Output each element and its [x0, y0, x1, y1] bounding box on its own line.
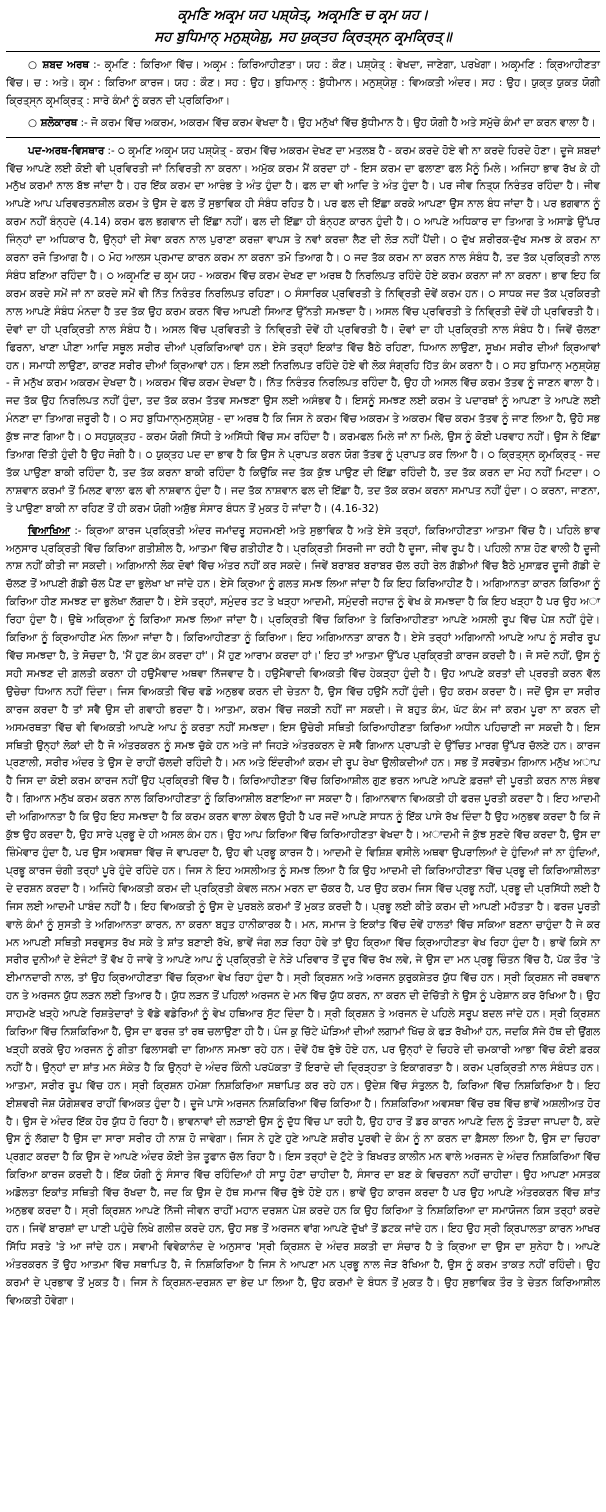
shabad-arth-text: :- ਕਰ੍ਮਣਿ : ਕਿਰਿਆ ਵਿੱਚ। ਅਕਰ੍ਮ : ਕਿਰਿਆਹੀਣਤਾ। ਯਹ : ਕੌਣ। ਪਸ਼੍ਯੇਤ੍ : ਵੇਖਦਾ, ਜਾਣੇਗਾ, ਪਰਖੇਗਾ। ਅਕਰ੍ਮਣਿ : ਕ੍ਰਿਆਹੀਣਤਾ ਵਿੱਚ। ਚ : ਅਤੇ। ਕਰ੍ਮ : ਕਿਰਿਆ ਕਾਰਜ। ਯਹ : ਕੌਣ। ਸਹ : ਉਹ। ਬੁਧਿਮਾਨ੍ : ਬੁੱਧੀਮਾਨ। ਮਨੁਸ਼੍ਯੇਸ਼ੁ : ਵਿਅਕਤੀ ਅੰਦਰ। ਸਹ : ਉਹ। ਯੁਕ੍ਤ ਯੁਕਤ ਯੋਗੀ ਕ੍ਰਿਤ੍ਸ੍ਨ ਕਰ੍ਮਕ੍ਰਿਤ੍ : ਸਾਰੇ ਕੰਮਾਂ ਨੂੰ ਕਰਨ ਦੀ ਪ੍ਰਕਿਰਿਆ।	[6, 59, 600, 107]
shabad-arth-paragraph: ○ ਸ਼ਬਦ ਅਰਥ :- ਕਰ੍ਮਣਿ : ਕਿਰਿਆ ਵਿੱਚ। ਅਕਰ੍ਮ : ਕਿਰਿਆਹੀਣਤਾ। ਯਹ : ਕੌਣ। ਪਸ਼੍ਯੇਤ੍ : ਵੇਖਦਾ, ਜਾਣੇਗਾ, ਪਰਖੇਗਾ। ਅਕਰ੍ਮਣਿ : ਕ੍ਰਿਆਹੀਣਤਾ ਵਿੱਚ। ਚ : ਅਤੇ। ਕਰ੍ਮ : ਕਿਰਿਆ ਕਾਰਜ। ਯਹ : ਕੌਣ। ਸਹ : ਉਹ। ਬੁਧਿਮਾਨ੍ : ਬੁੱਧੀਮਾਨ। ਮਨੁਸ਼੍ਯੇਸ਼ੁ : ਵਿਅਕਤੀ ਅੰਦਰ। ਸਹ : ਉਹ। ਯੁਕ੍ਤ ਯੁਕਤ ਯੋਗੀ ਕ੍ਰਿਤ੍ਸ੍ਨ ਕਰ੍ਮਕ੍ਰਿਤ੍ : ਸਾਰੇ ਕੰਮਾਂ ਨੂੰ ਕਰਨ ਦੀ ਪ੍ਰਕਿਰਿਆ।	[6, 59, 600, 107]
shabad-arth-label: ਸ਼ਬਦ ਅਰਥ	[42, 59, 89, 71]
viakhia-paragraph	[6, 523, 600, 1311]
pad-arth-label: ਪਦ-ਅਰਥ-ਵਿਸਥਾਰ	[28, 144, 105, 157]
divider-2	[6, 137, 600, 138]
viakhia-text: :- ਕ੍ਰਿਆ ਕਾਰਜ ਪ੍ਰਕ੍ਰਿਤੀ ਅੰਦਰ ਜਮਾਂਦਰੂ ਸਹਜਮਈ ਅਤੇ ਸੁਭਾਵਿਕ ਹੈ ਅਤੇ ਏਸੇ ਤਰ੍ਹਾਂ, ਕਿਰਿਆਹੀਣਤਾ ਆਤਮਾ ਵਿੱਚ ਹੈ। ਪਹਿਲੇ ਭਾਵ ਅਨੁਸਾਰ ਪ੍ਰਕ੍ਰਿਤੀ ਵਿੱਚ ਕਿਰਿਆ ਗਤੀਸ਼ੀਲ ਹੈ, ਆਤਮਾ ਵਿੱਚ ਗਤੀਹੀਣ ਹੈ। ਪ੍ਰਕ੍ਰਿਤੀ ਸਿਰਜੀ ਜਾ ਰਹੀ ਹੈ ਦੂਜਾ, ਜੀਵ ਰੂਪ ਹੈ। ਪਹਿਲੀ ਨਾਸ਼ ਹੋਣ ਵਾਲੀ ਹੈ ਦੂਜੀ ਨਾਸ਼ ਨਹੀਂ ਕੀਤੀ ਜਾ ਸਕਦੀ। ਅਗਿਆਨੀ ਲੋਕ ਦੋਵਾਂ ਵਿੱਚ ਅੰਤਰ ਨਹੀਂ ਕਰ ਸਕਦੇ। ਜਿਵੇਂ ਬਰਾਬਰ ਬਰਾਬਰ ਚੱਲ ਰਹੀ ਰੇਲ ਗੱਡੀਆਂ ਵਿੱਚ ਬੈਠੇ ਮੁਸਾਫ਼ਰ ਦੂਜੀ ਗੱਡੀ ਦੇ ਚੱਲਣ ਤੋਂ ਆਪਣੀ ਗੱਡੀ ਚੱਲ ਪੈਣ ਦਾ ਭੁਲੇਖਾ ਖਾ ਜਾਂਦੇ ਹਨ। ਏਸੇ ਕ੍ਰਿਆ ਨੂੰ ਗਲਤ ਸਮਝ ਲਿਆ ਜਾਂਦਾ ਹੈ ਕਿ ਇਹ ਕਿਰਿਆਹੀਣ ਹੈ। ਅਗਿਆਨਤਾ ਕਾਰਨ ਕਿਰਿਆ ਨੂੰ ਕਿਰਿਆ ਹੀਣ ਸਮਝਣ ਦਾ ਭੁਲੇਖਾ ਲੱਗਦਾ ਹੈ। ਏਸੇ ਤਰ੍ਹਾਂ, ਸਮੁੰਦਰ ਤਟ ਤੇ ਖੜ੍ਹਾ ਆਦਮੀ, ਸਮੁੰਦਰੀ ਜਹਾਜ਼ ਨੂੰ ਵੇਖ ਕੇ ਸਮਝਦਾ ਹੈ ਕਿ ਇਹ ਖੜ੍ਹਾ ਹੈ ਪਰ ਉਹ ਅਾ ਰਿਹਾ ਹੁੰਦਾ ਹੈ। ਉਥੇ ਅਕ੍ਰਿਆ ਨੂੰ ਕਿਰਿਆ ਸਮਝ ਲਿਆ ਜਾਂਦਾ ਹੈ। ਪ੍ਰਕ੍ਰਿਤੀ ਵਿੱਚ ਕਿਰਿਆ ਤੇ ਕਿਰਿਆਹੀਣਤਾ ਆਪਣੇ ਅਸਲੀ ਰੂਪ ਵਿੱਚ ਪੇਸ਼ ਨਹੀਂ ਹੁੰਦੇ। ਕਿਰਿਆ ਨੂੰ ਕ੍ਰਿਆਹੀਣ ਮੰਨ ਲਿਆ ਜਾਂਦਾ ਹੈ। ਕਿਰਿਆਹੀਣਤਾ ਨੂੰ ਕਿਰਿਆ। ਇਹ ਅਗਿਆਨਤਾ ਕਾਰਨ ਹੈ। ਏਸੇ ਤਰ੍ਹਾਂ ਅਗਿਆਨੀ ਆਪਣੇ ਆਪ ਨੂੰ ਸਰੀਰ ਰੂਪ ਵਿੱਚ ਸਮਝਦਾ ਹੈ, ਤੇ ਸੋਚਦਾ ਹੈ, 'ਮੈਂ ਹੁਣ ਕੰਮ ਕਰਦਾ ਹਾਂ'। ਮੈਂ ਹੁਣ ਆਰਾਮ ਕਰਦਾ ਹਾਂ।' ਇਹ ਤਾਂ ਆਤਮਾ ਉੱਪਰ ਪ੍ਰਕ੍ਰਿਤੀ ਕਾਰਜ ਕਰਦੀ ਹੈ। ਜੋ ਸਦੋ ਨਹੀਂ, ਉਸ ਨੂੰ ਸਹੀ ਸਮਝਣ ਦੀ ਗ਼ਲਤੀ ਕਰਨਾ ਹੀ ਹਉਮੈਵਾਦ ਅਥਵਾ ਨਿੱਜਵਾਦ ਹੈ। ਹਉਮੈਵਾਦੀ ਵਿਅਕਤੀ ਵਿੱਚ ਹੇਕੜ੍ਹਾ ਹੁੰਦੀ ਹੈ। ਉਹ ਆਪਣੇ ਕਰਤਾਂ ਦੀ ਪ੍ਰਰਤੀ ਕਰਨ ਵੱਲ ਉਚੇਚਾ ਧਿਆਨ ਨਹੀਂ ਦਿੰਦਾ। ਜਿਸ ਵਿਅਕਤੀ ਵਿੱਚ ਵਡੋ ਅਨੁਭਵ ਕਰਨ ਦੀ ਚੇਤਨਾ ਹੈ, ਉਸ ਵਿੱਚ ਹਉਮੈ ਨਹੀਂ ਹੁੰਦੀ। ਉਹ ਕਰਮ ਕਰਦਾ ਹੈ। ਜਦੋਂ ਉਸ ਦਾ ਸਰੀਰ ਕਾਰਜ ਕਰਦਾ ਹੈ ਤਾਂ ਸਵੈ ਉਸ ਦੀ ਗਵਾਹੀ ਭਰਦਾ ਹੈ। ਆਤਮਾ, ਕਰਮ ਵਿੱਚ ਜਕੜੀ ਨਹੀਂ ਜਾ ਸਕਦੀ। ਜੇ ਬਹੁਤ ਕੰਮ, ਘੱਟ ਕੰਮ ਜਾਂ ਕਰਮ ਪੂਰਾ ਨਾ ਕਰਨ ਦੀ ਅਸਮਰਥਤਾ ਵਿੱਚ ਵੀ ਵਿਅਕਤੀ ਆਪਣੇ ਆਪ ਨੂੰ ਕਰਤਾ ਨਹੀਂ ਸਮਝਦਾ। ਇਸ ਉਚੇਰੀ ਸਥਿਤੀ ਕਿਰਿਆਹੀਣਤਾ ਕਿਰਿਆ ਅਧੀਨ ਪਹਿਚਾਣੀ ਜਾ ਸਕਦੀ ਹੈ। ਇਸ ਸਥਿਤੀ ਉਨ੍ਹਾਂ ਲੋਕਾਂ ਦੀ ਹੈ ਜੋ ਅੰਤਰਕਰਨ ਨੂੰ ਸਮਝ ਚੁੱਕੇ ਹਨ ਅਤੇ ਜਾਂ ਜਿਹੜੇ ਅੰਤਰਕਰਨ ਦੇ ਸਵੈ ਗਿਆਨ ਪ੍ਰਾਪਤੀ ਦੇ ਉੱਚਿਤ ਮਾਰਗ ਉੱਪਰ ਚੱਲਣੇ ਹਨ। ਕਾਰਜ ਪ੍ਰਣਾਲੀ, ਸਰੀਰ ਅੰਦਰ ਤੇ ਉਸ ਦੇ ਰਾਹੀਂ ਚੱਲਦੀ ਰਹਿੰਦੀ ਹੈ। ਮਨ ਅਤੇ ਇੰਦਰੀਆਂ ਕਰਮ ਦੀ ਰੂਪ ਰੇਖਾ ਉਲੀਕਦੀਆਂ ਹਨ। ਸਭ ਤੋਂ ਸਰਵੋਤਮ ਗਿਆਨ ਮਨੁੱਖ ਅਾਪ ਹੈ ਜਿਸ ਦਾ ਕੋਈ ਕਰਮ ਕਾਰਜ ਨਹੀਂ ਉਹ ਪ੍ਰਕ੍ਰਿਤੀ ਵਿੱਚ ਹੈ। ਕਿਰਿਆਹੀਣਤਾ ਵਿੱਚ ਕਿਰਿਆਸ਼ੀਲ ਗੁਣ ਭਰਨ ਆਪਣੇ ਆਪਣੇ ਫ਼ਰਜ਼ਾਂ ਦੀ ਪੂਰਤੀ ਕਰਨ ਨਾਲ ਸੰਭਵ ਹੈ। ਗਿਆਨ ਮਨੁੱਖ ਕਰਮ ਕਰਨ ਨਾਲ ਕਿਰਿਆਹੀਣਤਾ ਨੂੰ ਕਿਰਿਆਸ਼ੀਲ ਬਣਾਇਆ ਜਾ ਸਕਦਾ ਹੈ। ਗਿਆਨਵਾਨ ਵਿਅਕਤੀ ਹੀ ਫਰਜ਼ ਪੂਰਤੀ ਕਰਦਾ ਹੈ। ਇਹ ਆਦਮੀ ਦੀ ਅਗਿਆਨਤਾ ਹੈ ਕਿ ਉਹ ਇਹ ਸਮਝਦਾ ਹੈ ਕਿ ਕਰਮ ਕਰਨ ਵਾਲਾ ਕੇਵਲ ਉਹੀ ਹੈ ਪਰ ਜਦੋਂ ਆਪਣੇ ਸਾਧਨ ਨੂੰ ਇੱਕ ਪਾਸੇ ਰੱਖ ਦਿੰਦਾ ਹੈ ਉਹ ਅਨੁਭਵ ਕਰਦਾ ਹੈ ਕਿ ਜੋ ਕੁੱਝ ਉਹ ਕਰਦਾ ਹੈ, ਉਹ ਸਾਰੇ ਪ੍ਰਭੂ ਦੇ ਹੀ ਅਸਲ ਕੰਮ ਹਨ। ਉਹ ਆਪ ਕਿਰਿਆ ਵਿੱਚ ਕਿਰਿਆਹੀਣਤਾ ਵੇਖਦਾ ਹੈ। ਅਾਦਮੀ ਜੋ ਕੁੱਝ ਸੁਣਦੇ ਵਿੱਚ ਕਰਦਾ ਹੈ, ਉਸ ਦਾ ਜ਼ਿੰਮੇਵਾਰ ਹੁੰਦਾ ਹੈ, ਪਰ ਉਸ ਅਵਸਥਾ ਵਿੱਚ ਜੋ ਵਾਪਰਦਾ ਹੈ, ਉਹ ਵੀ ਪ੍ਰਭੂ ਕਾਰਜ ਹੈ। ਆਦਮੀ ਦੇ ਵਿਸ਼ਿਸ਼ ਵਸੀਲੇ ਅਥਵਾ ਉਪਰਾਲਿਆਂ ਦੇ ਹੁੰਦਿਆਂ ਜਾਂ ਨਾ ਹੁੰਦਿਆਂ, ਪ੍ਰਭੂ ਕਾਰਜ ਚੰਗੀ ਤਰ੍ਹਾਂ ਪੂਰੇ ਹੁੰਦੇ ਰਹਿੰਦੇ ਹਨ। ਜਿਸ ਨੇ ਇਹ ਅਸਲੀਅਤ ਨੂੰ ਸਮਝ ਲਿਆ ਹੈ ਕਿ ਉਹ ਆਦਮੀ ਦੀ ਕਿਰਿਆਹੀਣਤਾ ਵਿੱਚ ਪ੍ਰਭੂ ਦੀ ਕਿਰਿਆਸ਼ੀਲਤਾ ਦੇ ਦਰਸ਼ਨ ਕਰਦਾ ਹੈ। ਅਜਿਹੇ ਵਿਅਕਤੀ ਕਰਮ ਦੀ ਪ੍ਰਕ੍ਰਿਤੀ ਕੇਵਲ ਜਨਮ ਮਰਨ ਦਾ ਚੱਕਰ ਹੈ, ਪਰ ਉਹ ਕਰਮ ਜਿਸ ਵਿੱਚ ਪ੍ਰਭੂ ਨਹੀਂ, ਪ੍ਰਭੂ ਦੀ ਪ੍ਰਸਿੱਧੀ ਲਈ ਹੈ ਜਿਸ ਲਈ ਆਦਮੀ ਪਾਬੰਦ ਨਹੀਂ ਹੈ। ਇਹ ਵਿਅਕਤੀ ਨੂੰ ਉਸ ਦੇ ਪੁਰਬਲੇ ਕਰਮਾਂ ਤੋਂ ਮੁਕਤ ਕਰਦੀ ਹੈ। ਪ੍ਰਭੂ ਲਈ ਕੀਤੇ ਕਰਮ ਦੀ ਆਪਣੀ ਮਹੱਤਤਾ ਹੈ। ਫਰਜ਼ ਪੂਰਤੀ ਵਾਲੇ ਕੰਮਾਂ ਨੂੰ ਸੁਸਤੀ ਤੇ ਅਗਿਆਨਤਾ ਕਾਰਨ, ਨਾ ਕਰਨਾ ਬਹੁਤ ਹਾਨੀਕਾਰਕ ਹੈ। ਮਨ, ਸਮਾਜ ਤੇ ਇਕਾਂਤ ਵਿੱਚ ਦੋਵੇਂ ਹਾਲਤਾਂ ਵਿੱਚ ਸਕਿਆ ਬਣਨਾ ਚਾਹੁੰਦਾ ਹੈ ਜੇ ਕਰ ਮਨ ਆਪਣੀ ਸਥਿਤੀ ਸਰਵੁਸਤ ਰੱਖ ਸਕੇ ਤੇ ਸ਼ਾਂਤ ਬਣਾਈ ਰੱਖੇ, ਭਾਵੇਂ ਜੰਗ ਲੜ ਰਿਹਾ ਹੋਵੇ ਤਾਂ ਉਹ ਕ੍ਰਿਆ ਵਿੱਚ ਕ੍ਰਿਆਹੀਣਤਾ ਵੇਖ ਰਿਹਾ ਹੁੰਦਾ ਹੈ। ਭਾਵੇਂ ਕਿਸੇ ਨਾ ਸਰੀਰ ਦੁਨੀਆਂ ਦੇ ਏਜੰਟਾਂ ਤੋਂ ਵੱਖ ਹੋ ਜਾਵੇ ਤੇ ਆਪਣੇ ਆਪ ਨੂੰ ਪ੍ਰਕ੍ਰਿਤੀ ਦੇ ਨੇੜੇ ਪਰਿਵਾਰ ਤੋਂ ਦੂਰ ਵਿੱਚ ਰੱਖ ਲਵੇ, ਜੇ ਉਸ ਦਾ ਮਨ ਪ੍ਰਭੂ ਚਿੰਤਨ ਵਿੱਚ ਹੈ, ਪੱਕ ਤੌਰ 'ਤੇ ਈਮਾਨਦਾਰੀ ਨਾਲ, ਤਾਂ ਉਹ ਕ੍ਰਿਆਹੀਣਤਾ ਵਿੱਚ ਕ੍ਰਿਆ ਵੇਖ ਰਿਹਾ ਹੁੰਦਾ ਹੈ। ਸ੍ਰੀ ਕ੍ਰਿਸ਼ਨ ਅਤੇ ਅਰਜਨ ਕੁਰੁਕਸ਼ੇਤਰ ਯੁੱਧ ਵਿੱਚ ਹਨ। ਸ੍ਰੀ ਕ੍ਰਿਸ਼ਨ ਜੀ ਰਥਵਾਨ ਹਨ ਤੇ ਅਰਜਨ ਯੁੱਧ ਲੜਨ ਲਈ ਤਿਆਰ ਹੈ। ਯੁੱਧ ਲੜਨ ਤੋਂ ਪਹਿਲਾਂ ਅਰਜਨ ਦੇ ਮਨ ਵਿੱਚ ਯੁੱਧ ਕਰਨ, ਨਾ ਕਰਨ ਦੀ ਦੋਚਿੱਤੀ ਨੇ ਉਸ ਨੂੰ ਪਰੇਸ਼ਾਨ ਕਰ ਰੱਖਿਆ ਹੈ। ਉਹ ਸਾਹਮਣੇ ਖੜ੍ਹੇ ਆਪਣੇ ਰਿਸ਼ਤੇਦਾਰਾਂ ਤੇ ਵੱਡੇ ਵਡੇਰਿਆਂ ਨੂੰ ਵੇਖ ਹਥਿਆਰ ਸੁੱਟ ਦਿੰਦਾ ਹੈ। ਸ੍ਰੀ ਕ੍ਰਿਸ਼ਨ ਤੇ ਅਰਜਨ ਦੇ ਪਹਿਲੇ ਸਰੂਪ ਬਦਲ ਜਾਂਦੇ ਹਨ। ਸ੍ਰੀ ਕ੍ਰਿਸ਼ਨ ਕਿਰਿਆ ਵਿੱਚ ਨਿਸ਼ਕਿਰਿਆ ਹੈ, ਉਸ ਦਾ ਫਰਜ਼ ਤਾਂ ਰਥ ਚਲਾਉਣਾ ਹੀ ਹੈ। ਪੰਜ ਕੁ ਚਿੱਟੇ ਘੋੜਿਆਂ ਦੀਆਂ ਲਗਾਮਾਂ ਖਿੱਚ ਕੇ ਫੜ ਰੱਖੀਆਂ ਹਨ, ਜਦਕਿ ਸੱਜੇ ਹੱਥ ਦੀ ਉਂਗਲ ਖੜ੍ਹੀ ਕਰਕੇ ਉਹ ਅਰਜਨ ਨੂੰ ਗੀਤਾ ਫਿਲਾਸਫੀ ਦਾ ਗਿਆਨ ਸਮਝਾ ਰਹੇ ਹਨ। ਦੋਵੇਂ ਹੱਥ ਰੁੱਝੇ ਹੋਏ ਹਨ, ਪਰ ਉਨ੍ਹਾਂ ਦੇ ਚਿਹਰੇ ਦੀ ਚਮਕਾਰੀ ਆਭਾ ਵਿੱਚ ਕੋਈ ਫ਼ਰਕ ਨਹੀਂ ਹੈ। ਉਨ੍ਹਾਂ ਦਾ ਸ਼ਾਂਤ ਮਨ ਸੰਕੇਤ ਹੈ ਕਿ ਉਨ੍ਹਾਂ ਦੇ ਅੰਦਰ ਕਿੰਨੀ ਪਰਪੱਕਤਾ ਤੋਂ ਇਰਾਦੇ ਦੀ ਦ੍ਰਿੜ੍ਹਤਾ ਤੇ ਇਕਾਗਰਤਾ ਹੈ। ਕਰਮ ਪ੍ਰਕ੍ਰਿਤੀ ਨਾਲ ਸੰਬੰਧਤ ਹਨ। ਆਤਮਾ, ਸਰੀਰ ਰੂਪ ਵਿੱਚ ਹਨ। ਸ੍ਰੀ ਕ੍ਰਿਸ਼ਨ ਹਮੇਸ਼ਾ ਨਿਸ਼ਕਿਰਿਆ ਸਥਾਪਿਤ ਕਰ ਰਹੇ ਹਨ। ਉਦੇਸ਼ ਵਿੱਚ ਸੰਤੁਲਨ ਹੈ, ਕਿਰਿਆ ਵਿੱਚ ਨਿਸ਼ਕਿਰਿਆ ਹੈ। ਇਹ ਈਸ਼ਵਰੀ ਜੋਸ਼ ਯੋਗੇਸ਼ਵਰ ਰਾਹੀਂ ਵਿਅਕਤ ਹੁੰਦਾ ਹੈ। ਦੂਜੇ ਪਾਸੇ ਅਰਜਨ ਨਿਸ਼ਕਿਰਿਆ ਵਿੱਚ ਕਿਰਿਆ ਹੈ। ਨਿਸ਼ਕਿਰਿਆ ਅਵਸਥਾ ਵਿੱਚ ਰਥ ਵਿੱਚ ਭਾਵੇਂ ਅਸ਼ਲੀਅਤ ਹੋਰ ਹੈ। ਉਸ ਦੇ ਅੰਦਰ ਇੱਕ ਹੋਰ ਯੁੱਧ ਹੋ ਰਿਹਾ ਹੈ। ਭਾਵਨਾਵਾਂ ਦੀ ਲੜਾਈ ਉਸ ਨੂੰ ਦੁੱਧ ਵਿੱਚ ਪਾ ਰਹੀ ਹੈ, ਉਹ ਹਾਰ ਤੋਂ ਡਰ ਕਾਰਨ ਆਪਣੇ ਦਿਲ ਨੂੰ ਤੋੜਦਾ ਜਾਪਦਾ ਹੈ, ਕਦੇ ਉਸ ਨੂੰ ਲੱਗਦਾ ਹੈ ਉਸ ਦਾ ਸਾਰਾ ਸਰੀਰ ਹੀ ਨਾਸ਼ ਹੋ ਜਾਵੇਗਾ। ਜਿਸ ਨੇ ਹੁਣੇ ਹੁਣੇ ਆਪਣੇ ਸ਼ਰੀਰ ਪੂਰਵੀ ਦੇ ਕੰਮ ਨੂੰ ਨਾ ਕਰਨ ਦਾ ਫ਼ੈਸਲਾ ਲਿਆ ਹੈ, ਉਸ ਦਾ ਚਿਹਰਾ ਪ੍ਰਗਟ ਕਰਦਾ ਹੈ ਕਿ ਉਸ ਦੇ ਆਪਣੇ ਅੰਦਰ ਕੋਈ ਤੇਜ਼ ਤੂਫਾਨ ਚੱਲ ਰਿਹਾ ਹੈ। ਇਸ ਤਰ੍ਹਾਂ ਦੇ ਟੁੱਟੇ ਤੇ ਬਿਖਰਤ ਕਾਲੀਨ ਮਨ ਵਾਲੇ ਅਰਜਨ ਦੇ ਅੰਦਰ ਨਿਸ਼ਕਿਰਿਆ ਵਿੱਚ ਕਿਰਿਆ ਕਾਰਜ ਕਰਦੀ ਹੈ। ਇੱਕ ਯੋਗੀ ਨੂੰ ਸੰਸਾਰ ਵਿੱਚ ਰਹਿੰਦਿਆਂ ਹੀ ਸਾਧੂ ਹੋਣਾ ਚਾਹੀਦਾ ਹੈ, ਸੰਸਾਰ ਦਾ ਬਣ ਕੇ ਵਿਚਰਨਾ ਨਹੀਂ ਚਾਹੀਦਾ। ਉਹ ਆਪਣਾ ਮਸਤਕ ਅਡੋਲਤਾ ਇਕਾਂਤ ਸਥਿਤੀ ਵਿੱਚ ਰੱਖਦਾ ਹੈ, ਜਦ ਕਿ ਉਸ ਦੇ ਹੱਥ ਸਮਾਜ ਵਿੱਚ ਰੁੱਝੇ ਹੋਏ ਹਨ। ਭਾਵੇਂ ਉਹ ਕਾਰਜ ਕਰਦਾ ਹੈ ਪਰ ਉਹ ਆਪਣੇ ਅੰਤਰਕਰਨ ਵਿੱਚ ਸ਼ਾਂਤ ਅਨੁਭਵ ਕਰਦਾ ਹੈ। ਸ੍ਰੀ ਕ੍ਰਿਸ਼ਨ ਆਪਣੇ ਨਿੱਜੀ ਜੀਵਨ ਰਾਹੀਂ ਮਹਾਨ ਦਰਸ਼ਨ ਪੇਸ਼ ਕਰਦੇ ਹਨ ਕਿ ਉਹ ਕਿਰਿਆ ਤੇ ਨਿਸ਼ਕਿਰਿਆ ਦਾ ਸਮਾਯੋਜਨ ਕਿਸ ਤਰ੍ਹਾਂ ਕਰਦੇ ਹਨ। ਜਿਵੇਂ ਬਾਰਸ਼ਾਂ ਦਾ ਪਾਣੀ ਪਹੁੰਚੇ ਲਿਖੇ ਗਲੀਜ਼ ਕਰਦੇ ਹਨ, ਉਹ ਸਭ ਤੋਂ ਅਰਜਨ ਵਾਂਗ ਆਪਣੇ ਦੁੱਖਾਂ ਤੋਂ ਡਟਕ ਜਾਂਦੇ ਹਨ। ਇਹ ਉਹ ਸ੍ਰੀ ਕ੍ਰਿਪਾਲਤਾ ਕਾਰਨ ਆਖਰ ਸਿੱਧਿ ਸਰਤੇ 'ਤੇ ਆ ਜਾਂਦੇ ਹਨ। ਸਵਾਮੀ ਵਿਵੇਕਾਨੰਦ ਦੇ ਅਨੁਸਾਰ 'ਸ੍ਰੀ ਕ੍ਰਿਸ਼ਨ ਦੇ ਅੰਦਰ ਸ਼ਕਤੀ ਦਾ ਸੰਚਾਰ ਹੈ ਤੇ ਕ੍ਰਿਆ ਦਾ ਉਸ ਦਾ ਸੁਨੇਹਾ ਹੈ। ਆਪਣੇ ਅੰਤਰਕਰਨ ਤੋਂ ਉਹ ਆਤਮਾ ਵਿੱਚ ਸਥਾਪਿਤ ਹੈ, ਜੋ ਨਿਸ਼ਕਿਰਿਆ ਹੈ ਜਿਸ ਨੇ ਆਪਣਾ ਮਨ ਪ੍ਰਭੂ ਨਾਲ ਜੋੜ ਰੱਖਿਆ ਹੈ, ਉਸ ਨੂੰ ਕਰਮ ਤਾਕਤ ਨਹੀਂ ਰਹਿੰਦੀ। ਉਹ ਕਰਮਾਂ ਦੇ ਪ੍ਰਭਾਵ ਤੋਂ ਮੁਕਤ ਹੈ। ਜਿਸ ਨੇ ਕ੍ਰਿਸ਼ਨ-ਦਰਸ਼ਨ ਦਾ ਭੇਦ ਪਾ ਲਿਆ ਹੈ, ਉਹ ਕਰਮਾਂ ਦੇ ਬੰਧਨ ਤੋਂ ਮੁਕਤ ਹੈ। ਉਹ ਸੁਭਾਵਿਕ ਤੌਰ ਤੇ ਚੇਤਨ ਕਿਰਿਆਸ਼ੀਲ ਵਿਅਕਤੀ ਹੋਵੇਗਾ।	[6, 524, 600, 1307]
shlokarth-paragraph: ○ ਸ਼ਲੋਕਾਰਥ :- ਜੋ ਕਰਮ ਵਿੱਚ ਅਕਰਮ, ਅਕਰਮ ਵਿੱਚ ਕਰਮ ਵੇਖਦਾ ਹੈ। ਉਹ ਮਨੁੱਖਾਂ ਵਿੱਚ ਬੁੱਧੀਮਾਨ ਹੈ। ਉਹ ਯੋਗੀ ਹੈ ਅਤੇ ਸਮੁੱਚੇ ਕੰਮਾਂ ਦਾ ਕਰਨ ਵਾਲਾ ਹੈ।	[28, 116, 596, 129]
verse-line-2: ਸਹ ਬੁਧਿਮਾਨ੍ ਮਨੁਸ਼੍ਯੇਸ਼ੁ, ਸਹ ਯੁਕ੍ਤਹ ਕ੍ਰਿਤ੍ਸ੍ਨ ਕਰ੍ਮਕ੍ਰਿਤ੍॥	[154, 29, 452, 45]
divider	[6, 51, 600, 52]
pad-arth-paragraph	[6, 143, 600, 519]
viakhia-label: ਵਿਆਖਿਆ	[28, 524, 71, 537]
shlokarth-text: :- ਜੋ ਕਰਮ ਵਿੱਚ ਅਕਰਮ, ਅਕਰਮ ਵਿੱਚ ਕਰਮ ਵੇਖਦਾ ਹੈ। ਉਹ ਮਨੁੱਖਾਂ ਵਿੱਚ ਬੁੱਧੀਮਾਨ ਹੈ। ਉਹ ਯੋਗੀ ਹੈ ਅਤੇ ਸਮੁੱਚੇ ਕੰਮਾਂ ਦਾ ਕਰਨ ਵਾਲਾ ਹੈ।	[80, 116, 596, 129]
shlokarth-label: ਸ਼ਲੋਕਾਰਥ	[40, 116, 78, 129]
verse-line-1: ਕਰ੍ਮਣਿ ਅਕਰ੍ਮ ਯਹ ਪਸ਼੍ਯੇਤ੍, ਅਕਰ੍ਮਣਿ ਚ ਕਰ੍ਮ ਯਹ।	[177, 7, 429, 23]
pad-arth-text: :- ੦ ਕਰ੍ਮਣਿ ਅਕਰ੍ਮ ਯਹ ਪਸ਼੍ਯੇਤ੍ - ਕਰਮ ਵਿੱਚ ਅਕਰਮ ਦੇਖਣ ਦਾ ਮਤਲਬ ਹੈ - ਕਰਮ ਕਰਦੇ ਹੋਏ ਵੀ ਨਾ ਕਰਦੇ ਹਿਰਦੇ ਹੋਣਾ। ਦੂਜੇ ਸ਼ਬਦਾਂ ਵਿੱਚ ਆਪਣੇ ਲਈ ਕੋਈ ਵੀ ਪ੍ਰਵਿਰਤੀ ਜਾਂ ਨਿਵਿਰਤੀ ਨਾ ਕਰਨਾ। ਅਮੁੱਕ ਕਰਮ ਮੈਂ ਕਰਦਾ ਹਾਂ - ਇਸ ਕਰਮ ਦਾ ਫਲਾਣਾ ਫਲ ਮੈਨੂੰ ਮਿਲੇ। ਅਜਿਹਾ ਭਾਵ ਰੱਖ ਕੇ ਹੀ ਮਨੁੱਖ ਕਰਮਾਂ ਨਾਲ ਬੱਝ ਜਾਂਦਾ ਹੈ। ਹਰ ਇੱਕ ਕਰਮ ਦਾ ਆਰੰਭ ਤੇ ਅੰਤ ਹੁੰਦਾ ਹੈ। ਫਲ ਦਾ ਵੀ ਆਦਿ ਤੇ ਅੰਤ ਹੁੰਦਾ ਹੈ। ਪਰ ਜੀਵ ਨਿਤ੍ਯ ਨਿਰੰਤਰ ਰਹਿੰਦਾ ਹੈ। ਜੀਵ ਆਪਣੇ ਆਪ ਪਰਿਵਰਤਨਸ਼ੀਲ ਕਰਮ ਤੇ ਉਸ ਦੇ ਫਲ ਤੋਂ ਸੁਭਾਵਿਕ ਹੀ ਸੰਬੰਧ ਰਹਿਤ ਹੈ। ਪਰ ਫਲ ਦੀ ਇੱਛਾ ਕਰਕੇ ਆਪਣਾ ਉਸ ਨਾਲ ਬੰਧ ਜਾਂਦਾ ਹੈ। ਪਰ ਭਗਵਾਨ ਨੂੰ ਕਰਮ ਨਹੀਂ ਬੰਨ੍ਹਦੇ (4.14) ਕਰਮ ਫਲ ਭਗਵਾਨ ਦੀ ਇੱਛਾ ਨਹੀਂ। ਫਲ ਦੀ ਇੱਛਾ ਹੀ ਬੰਨ੍ਹਣ ਕਾਰਨ ਹੁੰਦੀ ਹੈ। ੦ ਆਪਣੇ ਅਧਿਕਾਰ ਦਾ ਤਿਆਗ ਤੇ ਅਸਾਡੇ ਉੱਪਰ ਜਿੰਨ੍ਹਾਂ ਦਾ ਅਧਿਕਾਰ ਹੈ, ਉਨ੍ਹਾਂ ਦੀ ਸੇਵਾ ਕਰਨ ਨਾਲ ਪੁਰਾਣਾ ਕਰਜ਼ਾ ਵਾਪਸ ਤੇ ਨਵਾਂ ਕਰਜ਼ਾ ਲੈਣ ਦੀ ਲੋੜ ਨਹੀਂ ਪੈਂਦੀ। ੦ ਦੁੱਖ ਸ਼ਰੀਰਕ-ਦੁੱਖ ਸਮਝ ਕੇ ਕਰਮ ਨਾ ਕਰਨਾ ਰਜੋ ਤਿਆਗ ਹੈ। ੦ ਮੋਹ ਆਲਸ ਪ੍ਰਮਾਦ ਕਾਰਨ ਕਰਮ ਨਾ ਕਰਨਾ ਤਮੋ ਤਿਆਗ ਹੈ। ੦ ਜਦ ਤੱਕ ਕਰਮ ਨਾ ਕਰਨ ਨਾਲ ਸੰਬੰਧ ਹੈ, ਤਦ ਤੱਕ ਪ੍ਰਕ੍ਰਿਤੀ ਨਾਲ ਸੰਬੰਧ ਬਣਿਆ ਰਹਿੰਦਾ ਹੈ। ੦ ਅਕਰ੍ਮਣਿ ਚ ਕਰ੍ਮ ਯਹ - ਅਕਰਮ ਵਿੱਚ ਕਰਮ ਦੇਖਣ ਦਾ ਅਰਥ ਹੈ ਨਿਰਲਿਪਤ ਰਹਿੰਦੇ ਹੋਏ ਕਰਮ ਕਰਨਾ ਜਾਂ ਨਾ ਕਰਨਾ। ਭਾਵ ਇਹ ਕਿ ਕਰਮ ਕਰਦੇ ਸਮੇਂ ਜਾਂ ਨਾ ਕਰਦੇ ਸਮੇਂ ਵੀ ਨਿੱਤ ਨਿਰੰਤਰ ਨਿਰਲਿਪਤ ਰਹਿਣਾ। ੦ ਸੰਸਾਰਿਕ ਪ੍ਰਵਿਰਤੀ ਤੇ ਨਿਵ੍ਰਿਤੀ ਦੋਵੇਂ ਕਰਮ ਹਨ। ੦ ਸਾਧਕ ਜਦ ਤੱਕ ਪ੍ਰਕਿਰਤੀ ਨਾਲ ਆਪਣੇ ਸੰਬੰਧ ਮੰਨਦਾ ਹੈ ਤਦ ਤੱਕ ਉਹ ਕਰਮ ਕਰਨ ਵਿੱਚ ਆਪਣੀ ਸਿਆਣ ਉੱਨਤੀ ਸਮਝਦਾ ਹੈ। ਅਸਲ ਵਿੱਚ ਪ੍ਰਵਿਰਤੀ ਤੇ ਨਿਵ੍ਰਿਤੀ ਦੋਵੇਂ ਹੀ ਪ੍ਰਵਿਰਤੀ ਹੈ। ਦੋਵਾਂ ਦਾ ਹੀ ਪ੍ਰਕ੍ਰਿਤੀ ਨਾਲ ਸੰਬੰਧ ਹੈ। ਅਸਲ ਵਿੱਚ ਪ੍ਰਵਿਰਤੀ ਤੇ ਨਿਵ੍ਰਿਤੀ ਦੋਵੇਂ ਹੀ ਪ੍ਰਵਿਰਤੀ ਹੈ। ਦੋਵਾਂ ਦਾ ਹੀ ਪ੍ਰਕ੍ਰਿਤੀ ਨਾਲ ਸੰਬੰਧ ਹੈ। ਜਿਵੇਂ ਚੱਲਣਾ ਫਿਰਨਾ, ਖਾਣਾ ਪੀਣਾ ਆਦਿ ਸਥੂਲ ਸਰੀਰ ਦੀਆਂ ਪ੍ਰਕਿਰਿਆਵਾਂ ਹਨ। ਏਸੇ ਤਰ੍ਹਾਂ ਇਕਾਂਤ ਵਿੱਚ ਬੈਠੇ ਰਹਿਣਾ, ਧਿਆਨ ਲਾਉਣਾ, ਸੂਖਮ ਸਰੀਰ ਦੀਆਂ ਕ੍ਰਿਆਵਾਂ ਹਨ। ਸਮਾਧੀ ਲਾਉਣਾ, ਕਾਰਣ ਸਰੀਰ ਦੀਆਂ ਕ੍ਰਿਆਵਾਂ ਹਨ। ਇਸ ਲਈ ਨਿਰਲਿਪਤ ਰਹਿੰਦੇ ਹੋਏ ਵੀ ਲੋਕ ਸੰਗ੍ਰਹਿ ਹਿੱਤ ਕੰਮ ਕਰਨਾ ਹੈ। ੦ ਸਹ ਬੁਧਿਮਾਨ੍ ਮਨੁਸ਼੍ਯੇਸ਼ੁ - ਜੋ ਮਨੁੱਖ ਕਰਮ ਅਕਰਮ ਦੇਖਦਾ ਹੈ। ਅਕਰਮ ਵਿੱਚ ਕਰਮ ਦੇਖਦਾ ਹੈ। ਨਿੱਤ ਨਿਰੰਤਰ ਨਿਰਲਿਪਤ ਰਹਿੰਦਾ ਹੈ, ਉਹ ਹੀ ਅਸਲ ਵਿੱਚ ਕਰਮ ਤੱਤਵ ਨੂੰ ਜਾਣਨ ਵਾਲਾ ਹੈ। ਜਦ ਤੱਕ ਉਹ ਨਿਰਲਿਪਤ ਨਹੀਂ ਹੁੰਦਾ, ਤਦ ਤੱਕ ਕਰਮ ਤੱਤਵ ਸਮਝਣਾ ਉਸ ਲਈ ਅਸੰਭਵ ਹੈ। ਇਸਨੂੰ ਸਮਝਣ ਲਈ ਕਰਮ ਤੇ ਪਦਾਰਥਾਂ ਨੂੰ ਆਪਣਾ ਤੇ ਆਪਣੇ ਲਈ ਮੰਨਣਾ ਦਾ ਤਿਆਗ ਜ਼ਰੂਰੀ ਹੈ। ੦ ਸਹ ਬੁਧਿਮਾਨ੍ਮਨੁਸ਼੍ਯੇਸ਼ੁ - ਦਾ ਅਰਥ ਹੈ ਕਿ ਜਿਸ ਨੇ ਕਰਮ ਵਿੱਚ ਅਕਰਮ ਤੇ ਅਕਰਮ ਵਿੱਚ ਕਰਮ ਤੱਤਵ ਨੂੰ ਜਾਣ ਲਿਆ ਹੈ, ਉਹੋ ਸਭ ਕੁੱਝ ਜਾਣ ਗਿਆ ਹੈ। ੦ ਸਹਯੁਕ੍ਤਹ - ਕਰਮ ਯੋਗੀ ਸਿੱਧੀ ਤੇ ਅਸਿੱਧੀ ਵਿੱਚ ਸਮ ਰਹਿੰਦਾ ਹੈ। ਕਰਮਫਲ ਮਿਲੇ ਜਾਂ ਨਾ ਮਿਲੇ, ਉਸ ਨੂੰ ਕੋਈ ਪਰਵਾਹ ਨਹੀਂ। ਉਸ ਨੇ ਇੱਛਾ ਤਿਆਗ ਦਿੱਤੀ ਹੁੰਦੀ ਹੈ ਉਹ ਜੋਗੀ ਹੈ। ੦ ਯੁਕ੍ਤਹ ਪਦ ਦਾ ਭਾਵ ਹੈ ਕਿ ਉਸ ਨੇ ਪ੍ਰਾਪਤ ਕਰਨ ਯੋਗ ਤੱਤਵ ਨੂੰ ਪ੍ਰਾਪਤ ਕਰ ਲਿਆ ਹੈ। ੦ ਕ੍ਰਿਤ੍ਸ੍ਨ ਕਰ੍ਮਕ੍ਰਿਤ੍ - ਜਦ ਤੱਕ ਪਾਉਣਾ ਬਾਕੀ ਰਹਿੰਦਾ ਹੈ, ਤਦ ਤੱਕ ਕਰਨਾ ਬਾਕੀ ਰਹਿੰਦਾ ਹੈ ਕਿਉਂਕਿ ਜਦ ਤੱਕ ਕੁੱਝ ਪਾਉਣ ਦੀ ਇੱਛਾ ਰਹਿੰਦੀ ਹੈ, ਤਦ ਤੱਕ ਕਰਨ ਦਾ ਮੋਹ ਨਹੀਂ ਮਿਟਦਾ। ੦ ਨਾਸ਼ਵਾਨ ਕਰਮਾਂ ਤੋਂ ਮਿਲਣ ਵਾਲਾ ਫਲ ਵੀ ਨਾਸ਼ਵਾਨ ਹੁੰਦਾ ਹੈ। ਜਦ ਤੱਕ ਨਾਸ਼ਵਾਨ ਫਲ ਦੀ ਇੱਛਾ ਹੈ, ਤਦ ਤੱਕ ਕਰਮ ਕਰਨਾ ਸਮਾਪਤ ਨਹੀਂ ਹੁੰਦਾ। ੦ ਕਰਨਾ, ਜਾਣਨਾ, ਤੇ ਪਾਉਣਾ ਬਾਕੀ ਨਾ ਰਹਿਣ ਤੋਂ ਹੀ ਕਰਮ ਯੋਗੀ ਅਸ਼ੁੱਭ ਸੰਸਾਰ ਬੰਧਨ ਤੋਂ ਮੁਕਤ ਹੋ ਜਾਂਦਾ ਹੈ। (4.16-32)	[6, 144, 601, 515]
